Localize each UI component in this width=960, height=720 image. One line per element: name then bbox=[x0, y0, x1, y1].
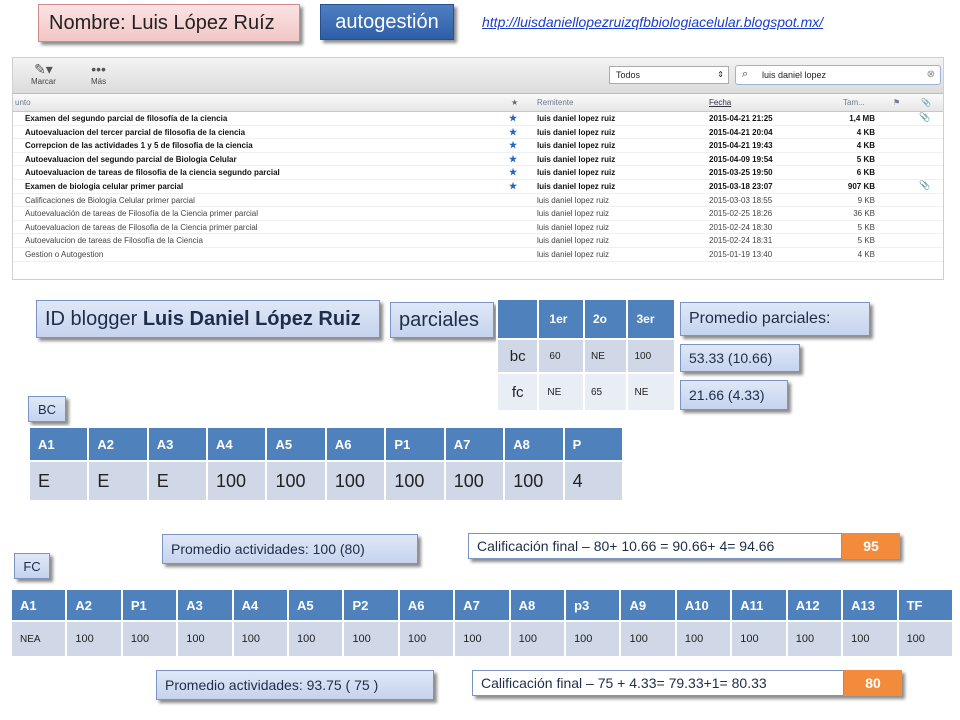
fc-header-cell: p3 bbox=[565, 589, 620, 621]
mail-date: 2015-03-25 19:50 bbox=[709, 168, 773, 178]
parciales-header: 1er bbox=[538, 299, 584, 339]
fc-value-cell: 100 bbox=[122, 621, 177, 657]
parciales-table bbox=[496, 298, 676, 412]
mail-size: 4 KB bbox=[856, 141, 875, 151]
fc-header-cell: A1 bbox=[11, 589, 66, 621]
fc-calificacion-box bbox=[472, 670, 902, 696]
search-icon: ⌕ bbox=[742, 68, 749, 80]
fc-value-cell: 100 bbox=[676, 621, 731, 657]
mail-size: 5 KB bbox=[856, 154, 875, 164]
fc-header-cell: P2 bbox=[343, 589, 398, 621]
mail-sender: luis daniel lopez ruiz bbox=[537, 236, 610, 246]
fc-header-cell: P1 bbox=[122, 589, 177, 621]
mail-row[interactable] bbox=[13, 234, 943, 248]
fc-promedio-box bbox=[156, 670, 434, 700]
bc-promedio-box bbox=[162, 534, 418, 564]
col-attach-icon[interactable]: 📎 bbox=[921, 98, 931, 107]
attachment-icon: 📎 bbox=[919, 112, 931, 122]
fc-header-cell: A9 bbox=[620, 589, 675, 621]
mail-sender: luis daniel lopez ruiz bbox=[537, 127, 616, 137]
col-date[interactable]: Fecha bbox=[709, 98, 732, 107]
more-button[interactable] bbox=[91, 61, 106, 86]
mail-list bbox=[13, 112, 943, 262]
name-label-text: Nombre: Luis López Ruíz bbox=[49, 11, 275, 34]
promedio-parciales-text: Promedio parciales: bbox=[689, 310, 831, 327]
mail-subject: Correpcion de las actividades 1 y 5 de filosofia de la ciencia bbox=[25, 141, 253, 151]
fc-calificacion-text: Calificación final – 75 + 4.33= 79.33+1= 80.33 bbox=[472, 670, 844, 696]
more-dots-icon: ••• bbox=[91, 61, 106, 77]
mail-date: 2015-01-19 13:40 bbox=[709, 249, 773, 259]
bc-header-cell: A4 bbox=[207, 427, 266, 461]
col-sender[interactable]: Remitente bbox=[537, 98, 574, 107]
mail-size: 4 KB bbox=[856, 127, 875, 137]
fc-value-cell: 100 bbox=[565, 621, 620, 657]
bc-value-cell: E bbox=[29, 461, 88, 501]
search-value: luis daniel lopez bbox=[762, 70, 827, 80]
bc-table bbox=[28, 426, 624, 502]
fc-header-cell: A5 bbox=[288, 589, 343, 621]
fc-value-cell: 100 bbox=[620, 621, 675, 657]
fc-table bbox=[10, 588, 954, 658]
bc-calificacion-text: Calificación final – 80+ 10.66 = 90.66+ 4= 94.66 bbox=[468, 533, 842, 559]
name-label bbox=[38, 4, 300, 42]
bc-header-cell: A3 bbox=[148, 427, 207, 461]
fc-header-cell: A13 bbox=[842, 589, 897, 621]
blogger-prefix: ID blogger bbox=[45, 307, 143, 330]
fc-value-cell: 100 bbox=[510, 621, 565, 657]
autogestion-label-text: autogestión bbox=[335, 10, 439, 33]
bc-header-cell: P1 bbox=[385, 427, 444, 461]
fc-value-cell: 100 bbox=[399, 621, 454, 657]
bc-header-cell: A2 bbox=[88, 427, 147, 461]
bc-header-cell: P bbox=[564, 427, 623, 461]
mail-row[interactable] bbox=[13, 221, 943, 235]
fc-value-cell: 100 bbox=[66, 621, 121, 657]
mail-subject: Autoevaluación de tareas de Filosofía de la Ciencia primer parcial bbox=[25, 209, 259, 219]
parciales-cell: NE bbox=[584, 339, 628, 373]
blogger-name: Luis Daniel López Ruiz bbox=[142, 307, 361, 330]
fc-value-cell: NEA bbox=[11, 621, 66, 657]
promedio-bc-box bbox=[680, 344, 800, 372]
mail-subject: Autoevaluacion de tareas de Filosofia de la Ciencia primer parcial bbox=[25, 222, 258, 232]
parciales-label-text: parciales bbox=[399, 308, 480, 331]
mail-date: 2015-03-18 23:07 bbox=[709, 181, 773, 191]
star-icon[interactable]: ★ bbox=[509, 113, 518, 123]
fc-header-cell: A6 bbox=[399, 589, 454, 621]
more-label: Más bbox=[91, 77, 107, 86]
filter-value: Todos bbox=[616, 70, 641, 80]
mail-subject: Calificaciones de Biología Celular primer parcial bbox=[25, 195, 195, 205]
fc-header-cell: A11 bbox=[731, 589, 786, 621]
bc-calificacion-box bbox=[468, 533, 900, 559]
fc-label bbox=[14, 553, 50, 579]
mail-row[interactable] bbox=[13, 126, 943, 140]
mail-subject: Autoevaluacion del segundo parcial de Biologia Celular bbox=[25, 154, 237, 164]
mark-button[interactable] bbox=[31, 61, 56, 86]
promedio-fc-box bbox=[680, 380, 788, 410]
bc-value-cell: 100 bbox=[207, 461, 266, 501]
mail-sender: luis daniel lopez ruiz bbox=[537, 141, 616, 151]
mail-subject: Autoevalucion de tareas de Filosofía de la Ciencia bbox=[25, 236, 203, 246]
parciales-cell: 100 bbox=[627, 339, 675, 373]
bc-header-cell: A1 bbox=[29, 427, 88, 461]
fc-value-cell: 100 bbox=[454, 621, 509, 657]
col-star-icon[interactable]: ★ bbox=[511, 98, 519, 107]
mail-date: 2015-02-25 18:26 bbox=[709, 209, 773, 219]
fc-value-cell: 100 bbox=[233, 621, 288, 657]
col-flag-icon[interactable]: ⚑ bbox=[893, 98, 901, 107]
mail-date: 2015-04-21 21:25 bbox=[709, 114, 773, 123]
mail-subject: Examen de biologia celular primer parcial bbox=[25, 181, 184, 191]
mail-sender: luis daniel lopez ruiz bbox=[537, 195, 610, 205]
blogger-id-label bbox=[36, 300, 380, 338]
bc-header-cell: A8 bbox=[504, 427, 563, 461]
mail-size: 907 KB bbox=[847, 181, 875, 191]
mail-date: 2015-02-24 18:31 bbox=[709, 236, 773, 246]
fc-value-cell: 100 bbox=[787, 621, 842, 657]
parciales-cell: 65 bbox=[584, 373, 628, 411]
fc-header-cell: TF bbox=[898, 589, 953, 621]
fc-value-cell: 100 bbox=[177, 621, 232, 657]
bc-final-grade: 95 bbox=[842, 533, 900, 559]
mail-subject: Gestion o Autogestion bbox=[25, 249, 104, 259]
fc-value-cell: 100 bbox=[731, 621, 786, 657]
mail-sender: luis daniel lopez ruiz bbox=[537, 168, 616, 178]
bc-value-cell: 100 bbox=[385, 461, 444, 501]
star-icon[interactable]: ★ bbox=[509, 140, 518, 151]
col-size[interactable]: Tam... bbox=[843, 98, 865, 107]
mail-size: 5 KB bbox=[857, 236, 875, 246]
mail-date: 2015-04-21 20:04 bbox=[709, 127, 773, 137]
mail-date: 2015-04-21 19:43 bbox=[709, 141, 773, 151]
star-icon[interactable]: ★ bbox=[509, 153, 518, 164]
bc-label-text: BC bbox=[37, 401, 57, 417]
fc-header-cell: A3 bbox=[177, 589, 232, 621]
mail-date: 2015-04-09 19:54 bbox=[709, 154, 773, 164]
promedio-parciales-label bbox=[680, 302, 870, 336]
mail-sender: luis daniel lopez ruiz bbox=[537, 222, 610, 232]
mail-column-header bbox=[13, 94, 943, 112]
pen-icon: ✎▾ bbox=[34, 61, 53, 77]
mail-size: 5 KB bbox=[857, 222, 875, 232]
fc-header-cell: A8 bbox=[510, 589, 565, 621]
bc-value-cell: 4 bbox=[564, 461, 623, 501]
mail-subject: Examen del segundo parcial de filosofía de la ciencia bbox=[25, 114, 228, 123]
fc-value-cell: 100 bbox=[288, 621, 343, 657]
fc-label-text: FC bbox=[23, 558, 41, 574]
star-icon[interactable]: ★ bbox=[509, 167, 518, 178]
mail-row[interactable] bbox=[13, 153, 943, 167]
mail-sender: luis daniel lopez ruiz bbox=[537, 209, 610, 219]
mail-row[interactable] bbox=[13, 207, 943, 221]
parciales-cell: 60 bbox=[538, 339, 584, 373]
bc-value-cell: E bbox=[148, 461, 207, 501]
parciales-label bbox=[390, 302, 494, 338]
mail-date: 2015-03-03 18:55 bbox=[709, 195, 773, 205]
mail-sender: luis daniel lopez ruiz bbox=[537, 114, 616, 123]
fc-value-cell: 100 bbox=[898, 621, 953, 657]
mail-row[interactable] bbox=[13, 194, 943, 208]
bc-label bbox=[28, 396, 66, 422]
fc-header-cell: A2 bbox=[66, 589, 121, 621]
parciales-header: 3er bbox=[627, 299, 675, 339]
fc-header-cell: A4 bbox=[233, 589, 288, 621]
mail-toolbar bbox=[13, 58, 943, 94]
fc-value-cell: 100 bbox=[842, 621, 897, 657]
mail-search-input[interactable] bbox=[735, 65, 941, 85]
mail-row[interactable] bbox=[13, 112, 943, 126]
blog-link[interactable]: http://luisdaniellopezruizqfbbiologiacelular.blogspot.mx/ bbox=[482, 14, 824, 30]
promedio-bc-text: 53.33 (10.66) bbox=[689, 350, 773, 366]
filter-select[interactable] bbox=[609, 66, 729, 84]
mail-size: 9 KB bbox=[857, 195, 875, 205]
attachment-icon: 📎 bbox=[919, 179, 931, 190]
mail-screenshot bbox=[12, 57, 944, 280]
parciales-cell: NE bbox=[538, 373, 584, 411]
bc-value-cell: 100 bbox=[504, 461, 563, 501]
mail-size: 6 KB bbox=[856, 168, 875, 178]
parciales-cell: NE bbox=[627, 373, 675, 411]
select-arrow-icon: ⇕ bbox=[717, 70, 724, 79]
fc-promedio-text: Promedio actividades: 93.75 ( 75 ) bbox=[165, 677, 379, 693]
parciales-header: 2o bbox=[584, 299, 628, 339]
promedio-fc-text: 21.66 (4.33) bbox=[689, 387, 765, 403]
mail-sender: luis daniel lopez ruiz bbox=[537, 154, 616, 164]
bc-value-cell: E bbox=[88, 461, 147, 501]
mail-row[interactable] bbox=[13, 180, 943, 194]
bc-value-cell: 100 bbox=[266, 461, 325, 501]
mail-row[interactable] bbox=[13, 166, 943, 180]
bc-promedio-text: Promedio actividades: 100 (80) bbox=[171, 541, 365, 557]
fc-header-cell: A12 bbox=[787, 589, 842, 621]
mail-row[interactable] bbox=[13, 248, 943, 262]
mail-subject: Autoevaluacion de tareas de filosofia de la ciencia segundo parcial bbox=[25, 168, 280, 178]
mail-size: 36 KB bbox=[853, 209, 875, 219]
bc-value-cell: 100 bbox=[326, 461, 385, 501]
fc-value-cell: 100 bbox=[343, 621, 398, 657]
bc-header-cell: A7 bbox=[445, 427, 504, 461]
mail-sender: luis daniel lopez ruiz bbox=[537, 181, 616, 191]
mail-sender: luis daniel lopez ruiz bbox=[537, 249, 610, 259]
fc-header-cell: A10 bbox=[676, 589, 731, 621]
clear-search-icon[interactable]: ⊗ bbox=[926, 69, 935, 80]
mail-subject: Autoevaluacion del tercer parcial de filosofia de la ciencia bbox=[25, 127, 246, 137]
star-icon[interactable]: ★ bbox=[509, 180, 518, 191]
mail-size: 4 KB bbox=[857, 249, 875, 259]
bc-header-cell: A5 bbox=[266, 427, 325, 461]
mark-label: Marcar bbox=[31, 77, 56, 86]
bc-value-cell: 100 bbox=[445, 461, 504, 501]
bc-header-cell: A6 bbox=[326, 427, 385, 461]
mail-row[interactable] bbox=[13, 139, 943, 153]
fc-final-grade: 80 bbox=[844, 670, 902, 696]
parciales-header-blank bbox=[497, 299, 538, 339]
mail-date: 2015-02-24 18:30 bbox=[709, 222, 773, 232]
parciales-row-name: bc bbox=[497, 339, 538, 373]
col-subject[interactable]: unto bbox=[15, 98, 31, 107]
mail-size: 1,4 MB bbox=[849, 114, 875, 123]
parciales-row-name: fc bbox=[497, 373, 538, 411]
autogestion-label bbox=[320, 4, 454, 40]
fc-header-cell: A7 bbox=[454, 589, 509, 621]
star-icon[interactable]: ★ bbox=[509, 126, 518, 137]
